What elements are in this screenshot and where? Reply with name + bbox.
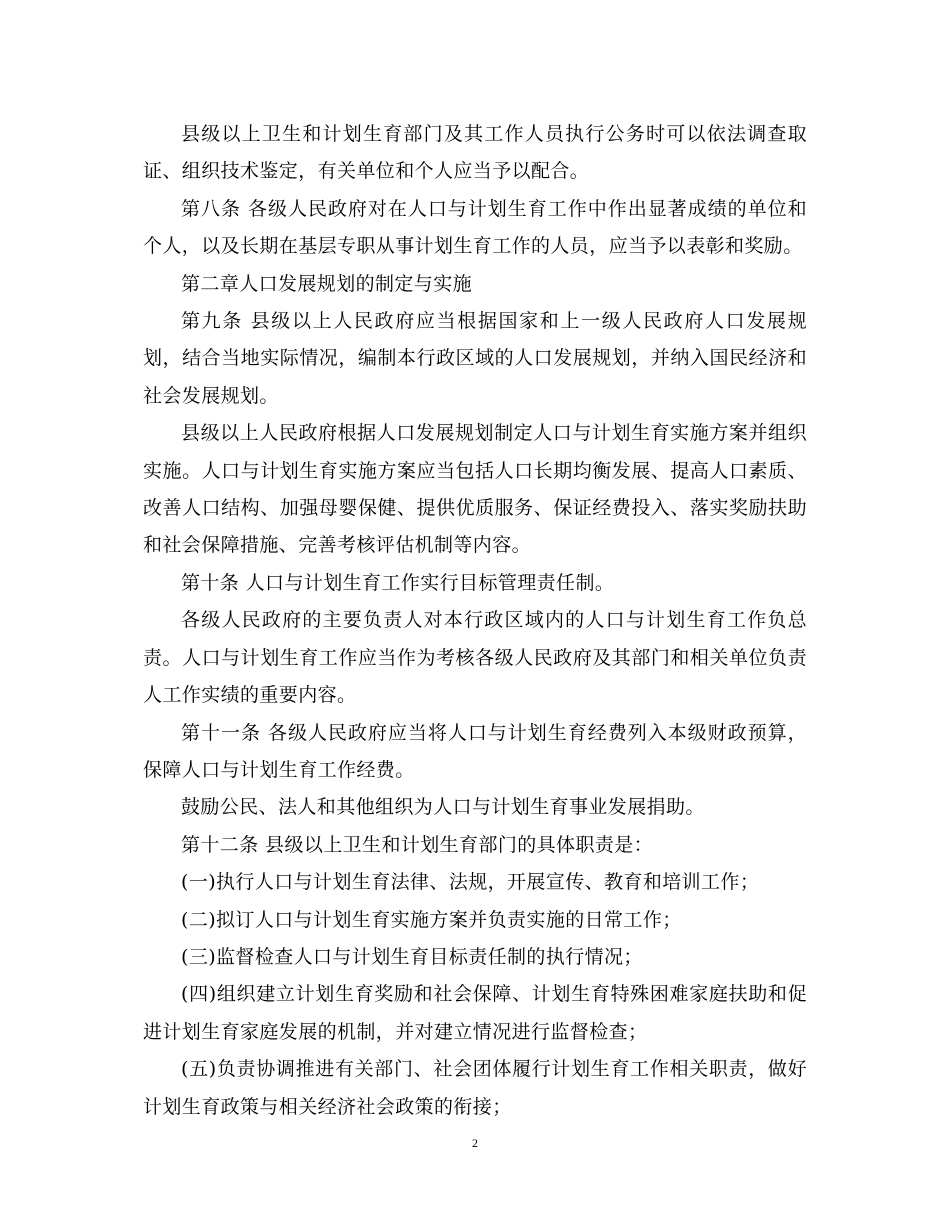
paragraph: 第十条 人口与计划生育工作实行目标管理责任制。 bbox=[181, 571, 615, 594]
paragraph: 县级以上人民政府根据人口发展规划制定人口与计划生育实施方案并组织实施。人口与计划生育实施方案应当包括人口长期均衡发展、提高人口素质、改善人口结构、加强母婴保健、提供优质服务、保证经费投入、落实奖励扶助和社会保障措施、完善考核评估机制等内容。 bbox=[143, 422, 807, 557]
list-item: (二)拟订人口与计划生育实施方案并负责实施的日常工作； bbox=[181, 908, 682, 931]
list-item: (四)组织建立计划生育奖励和社会保障、计划生育特殊困难家庭扶助和促进计划生育家庭发展的机制，并对建立情况进行监督检查； bbox=[143, 983, 807, 1043]
paragraph: 县级以上卫生和计划生育部门及其工作人员执行公务时可以依法调查取证、组织技术鉴定，有关单位和个人应当予以配合。 bbox=[143, 123, 807, 183]
page-number: 2 bbox=[472, 1136, 478, 1150]
chapter-heading: 第二章人口发展规划的制定与实施 bbox=[181, 272, 473, 295]
paragraph: 第八条 各级人民政府对在人口与计划生育工作中作出显著成绩的单位和个人，以及长期在基层专职从事计划生育工作的人员，应当予以表彰和奖励。 bbox=[143, 197, 807, 258]
paragraph: 各级人民政府的主要负责人对本行政区域内的人口与计划生育工作负总责。人口与计划生育工作应当作为考核各级人民政府及其部门和相关单位负责人工作实绩的重要内容。 bbox=[143, 609, 807, 707]
paragraph: 第十二条 县级以上卫生和计划生育部门的具体职责是： bbox=[181, 833, 654, 856]
document-body bbox=[143, 116, 807, 1126]
paragraph: 鼓励公民、法人和其他组织为人口与计划生育事业发展捐助。 bbox=[181, 796, 705, 819]
list-item: (五)负责协调推进有关部门、社会团体履行计划生育工作相关职责，做好计划生育政策与相关经济社会政策的衔接； bbox=[143, 1058, 807, 1118]
paragraph: 第十一条 各级人民政府应当将人口与计划生育经费列入本级财政预算，保障人口与计划生育工作经费。 bbox=[143, 721, 807, 781]
list-item: (三)监督检查人口与计划生育目标责任制的执行情况； bbox=[181, 945, 643, 968]
list-item: (一)执行人口与计划生育法律、法规，开展宣传、教育和培训工作； bbox=[181, 871, 760, 894]
paragraph: 第九条 县级以上人民政府应当根据国家和上一级人民政府人口发展规划，结合当地实际情况，编制本行政区域的人口发展规划，并纳入国民经济和社会发展规划。 bbox=[143, 310, 807, 407]
